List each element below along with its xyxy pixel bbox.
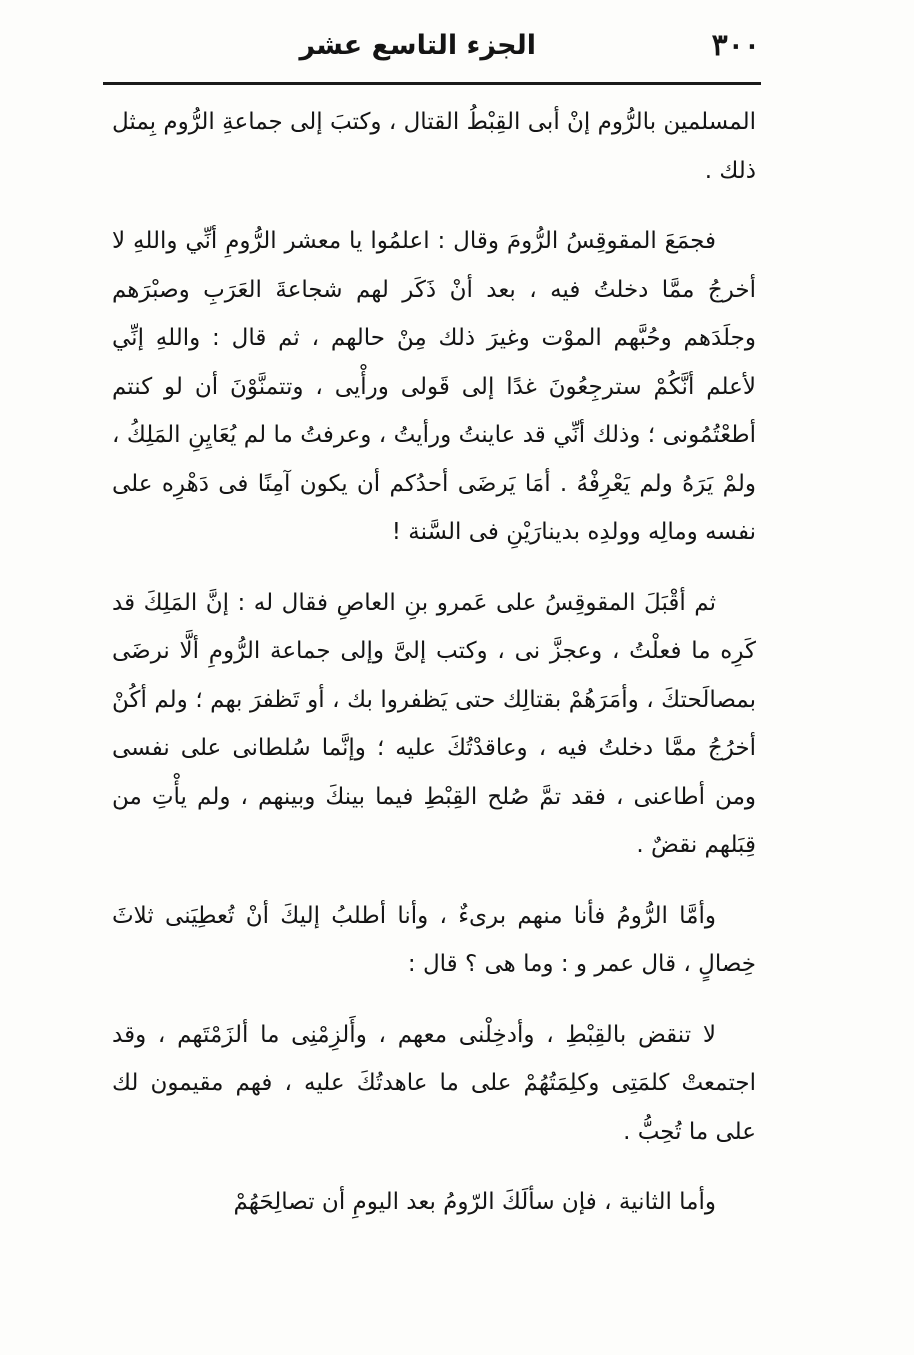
running-title: الجزء التاسع عشر — [299, 30, 536, 61]
paragraph-3: ثم أقْبَلَ المقوقِسُ على عَمرو بنِ العاصِ فقال له : إنَّ المَلِكَ قد كَرِه ما فعلْتُ ، وعجزَّ نى ، وكتب إلىَّ وإلى جماعة الرُّومِ ألَّا نرضَى بمصالَحتكَ ، وأمَرَهُمْ بقتالِك حتى يَظفروا بك ، أو تَظفرَ بهم ؛ ولم أكُنْ أخرُجُ ممَّا دخلتُ فيه ، وعاقدْتُكَ عليه ؛ وإنَّما سُلطانى على نفسى ومن أطاعنى ، فقد تمَّ صُلح القِبْطِ فيما بينكَ وبينهم ، ولم يأْتِ من قِبَلهم نقضٌ . — [112, 589, 756, 858]
paragraph-2: فجمَعَ المقوقِسُ الرُّومَ وقال : اعلمُوا يا معشر الرُّومِ أنِّي واللهِ لا أخرجُ ممَّا دخلتُ فيه ، بعد أنْ ذَكَر لهم شجاعةَ العَرَبِ وصبْرَهم وجلَدَهم وحُبَّهم الموْت وغيرَ ذلك مِنْ حالهم ، ثم قال : واللهِ إنِّي لأعلم أنَّكُمْ سترجِعُونَ غدًا إلى قَولى ورأْيى ، وتتمنَّوْنَ أن لو كنتم أطعْتُمُونى ؛ وذلك أنِّي قد عاينتُ ورأيتُ ، وعرفتُ ما لم يُعَايِنِ المَلِكُ ، ولمْ يَرَهُ ولم يَعْرِفْهُ . أمَا يَرضَى أحدُكم أن يكون آمِنًا فى دَهْرِه على نفسه ومالِه وولدِه بدينارَيْنِ فى السَّنة ! — [112, 228, 756, 545]
header-rule — [103, 82, 761, 85]
paragraph-5: لا تنقض بالقِبْطِ ، وأدخِلْنى معهم ، وأَلزِمْنِى ما ألزَمْتَهم ، وقد اجتمعتْ كلمَتِى وكلِمَتُهُمْ على ما عاهدتُكَ عليه ، فهم مقيمون لك على ما تُحِبُّ . — [112, 1021, 756, 1145]
page-number: ٣٠٠ — [711, 28, 760, 63]
paragraph-1: المسلمين بالرُّوم إنْ أبى القِبْطُ القتال ، وكتبَ إلى جماعةِ الرُّوم بِمثل ذلك . — [112, 109, 756, 184]
page-header — [100, 28, 760, 72]
paragraph-4: وأمَّا الرُّومُ فأنا منهم برىءٌ ، وأنا أطلبُ إليكَ أنْ تُعطِيَنى ثلاثَ خِصالٍ ، قال عمر و : وما هى ؟ قال : — [112, 902, 756, 977]
page-body — [112, 98, 756, 1249]
paragraph-6: وأما الثانية ، فإن سألَكَ الرّومُ بعد اليومِ أن تصالِحَهُمْ — [233, 1189, 716, 1215]
